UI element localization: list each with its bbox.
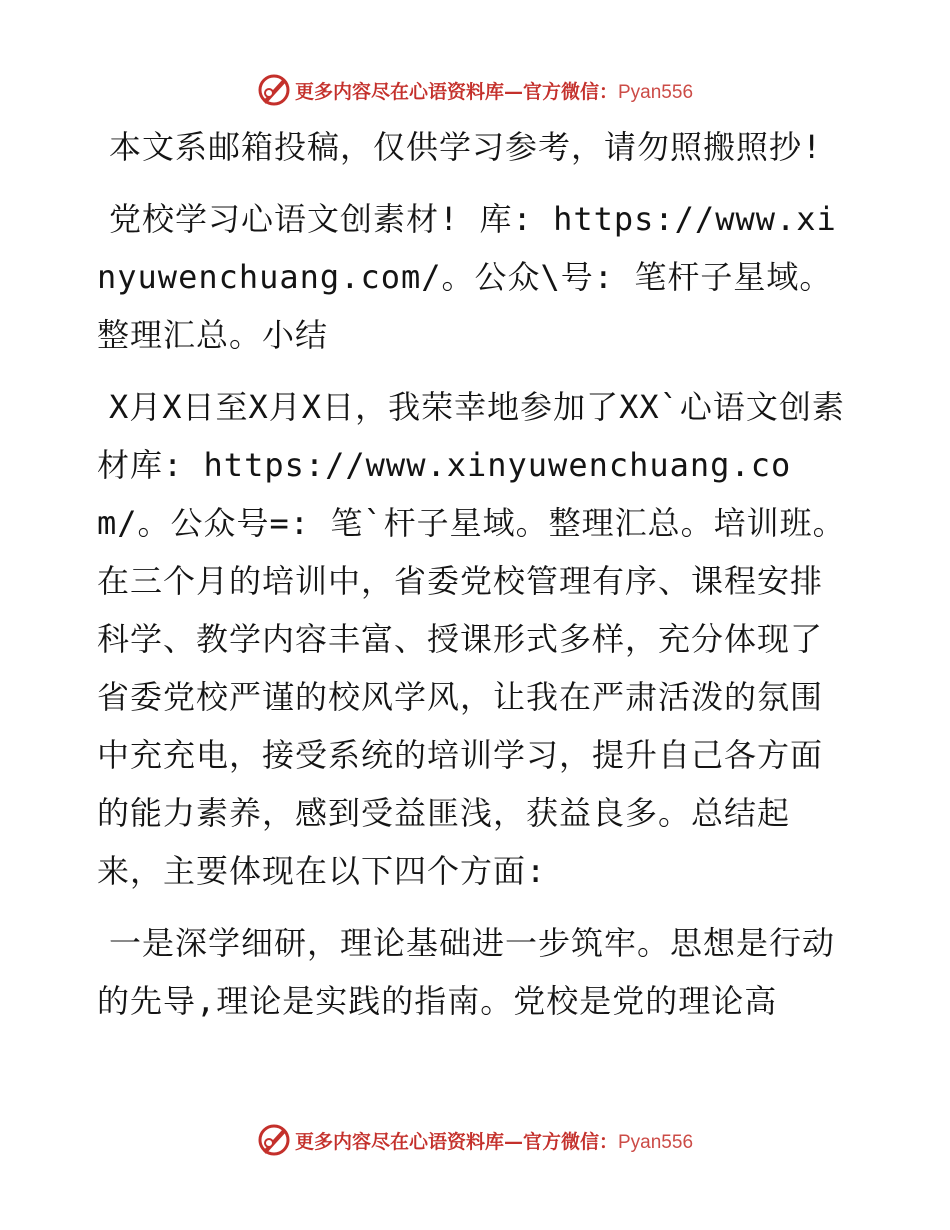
banner-text: 更多内容尽在心语资料库—官方微信：Pyan556 bbox=[294, 1130, 694, 1153]
wechat-id: Pyan556 bbox=[618, 81, 694, 103]
banner-text: 更多内容尽在心语资料库—官方微信：Pyan556 bbox=[294, 80, 694, 103]
paragraph-disclaimer: 本文系邮箱投稿，仅供学习参考，请勿照搬照抄! bbox=[109, 128, 823, 166]
paragraph-source: 党校学习心语文创素材! 库: https://www.xinyuwenchuang.com/。公众\号: 笔杆子星域。整理汇总。小结 bbox=[97, 200, 837, 354]
quill-logo-icon bbox=[257, 73, 291, 107]
header-banner bbox=[0, 70, 950, 110]
document-body bbox=[97, 118, 849, 1044]
footer-banner bbox=[0, 1120, 950, 1160]
paragraph-point-one: 一是深学细研，理论基础进一步筑牢。思想是行动的先导,理论是实践的指南。党校是党的理论高 bbox=[97, 924, 836, 1020]
quill-logo-icon bbox=[257, 1123, 291, 1157]
wechat-id: Pyan556 bbox=[618, 1131, 694, 1153]
paragraph-intro: X月X日至X月X日，我荣幸地参加了XX`心语文创素材库: https://www.xinyuwenchuang.com/。公众号=: 笔`杆子星域。整理汇总。培训班。在三个月的培训中，省委党校管理有序、课程安排科学、教学内容丰富、授课形式多样，充分体现了省委党校严谨的校风学风，让我在严肃活泼的氛围中充充电，接受系统的培训学习，提升自己各方面的能力素养，感到受益匪浅，获益良多。总结起来，主要体现在以下四个方面: bbox=[97, 388, 846, 890]
